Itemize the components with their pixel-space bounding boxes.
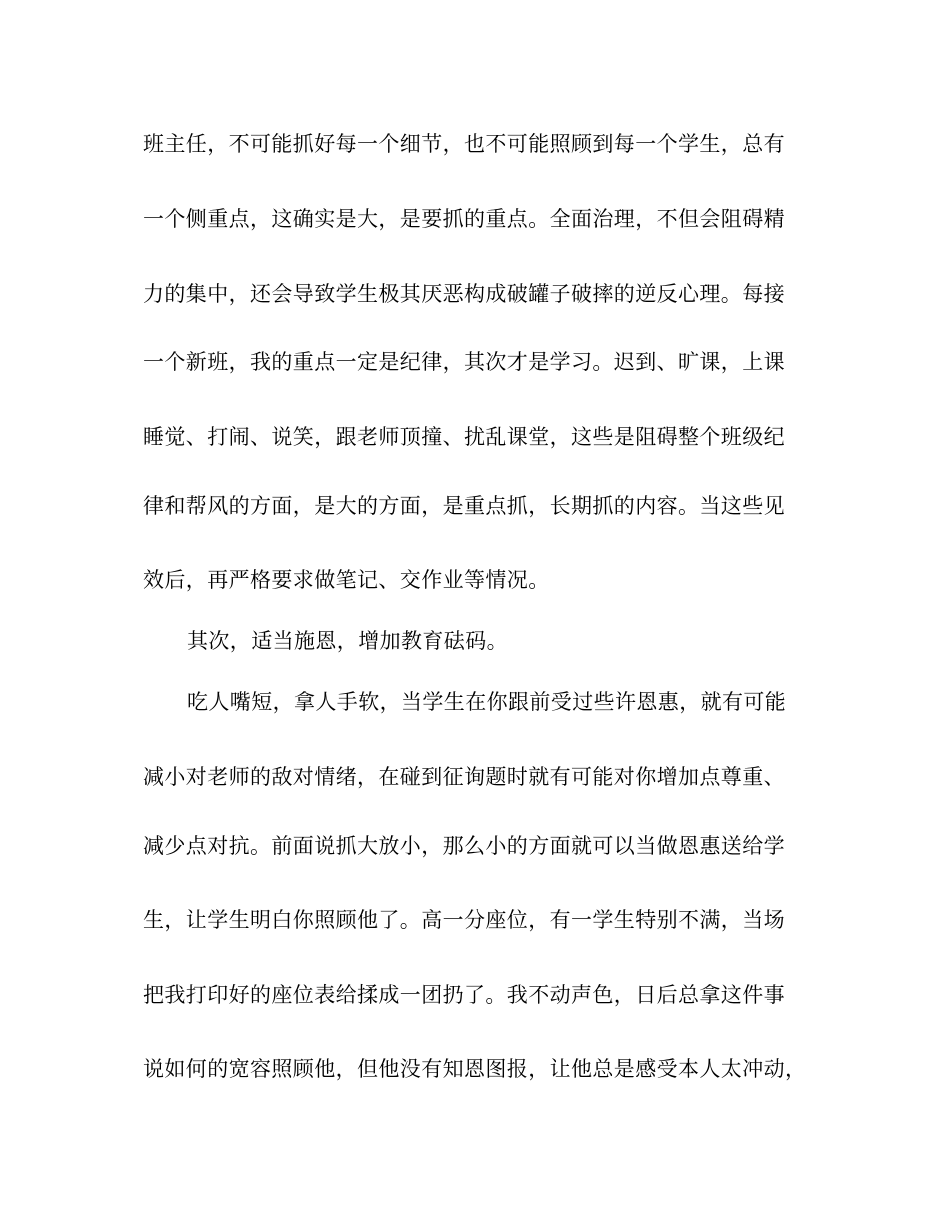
paragraph-line: 力的集中，还会导致学生极其厌恶构成破罐子破摔的逆反心理。每接 <box>143 282 785 306</box>
paragraph-line: 减小对老师的敌对情绪，在碰到征询题时就有可能对你增加点尊重、 <box>143 765 785 789</box>
paragraph-line: 一个侧重点，这确实是大，是要抓的重点。全面治理，不但会阻碍精 <box>143 207 785 231</box>
paragraph-line: 减少点对抗。前面说抓大放小，那么小的方面就可以当做恩惠送给学 <box>143 834 785 858</box>
paragraph-line: 班主任，不可能抓好每一个细节，也不可能照顾到每一个学生，总有 <box>143 132 785 156</box>
section-heading: 其次，适当施恩，增加教育砝码。 <box>187 629 508 653</box>
paragraph-line: 律和帮风的方面，是大的方面，是重点抓，长期抓的内容。当这些见 <box>143 494 785 518</box>
paragraph-line: 吃人嘴短，拿人手软，当学生在你跟前受过些许恩惠，就有可能 <box>187 690 787 714</box>
paragraph-line: 一个新班，我的重点一定是纪律，其次才是学习。迟到、旷课，上课 <box>143 350 785 374</box>
paragraph-line: 把我打印好的座位表给揉成一团扔了。我不动声色，日后总拿这件事 <box>143 983 785 1007</box>
paragraph-line: 说如何的宽容照顾他，但他没有知恩图报，让他总是感受本人太冲动， <box>143 1057 807 1081</box>
paragraph-line: 生，让学生明白你照顾他了。高一分座位，有一学生特别不满，当场 <box>143 908 785 932</box>
paragraph-line: 睡觉、打闹、说笑，跟老师顶撞、扰乱课堂，这些是阻碍整个班级纪 <box>143 425 785 449</box>
paragraph-line: 效后，再严格要求做笔记、交作业等情况。 <box>143 568 550 592</box>
